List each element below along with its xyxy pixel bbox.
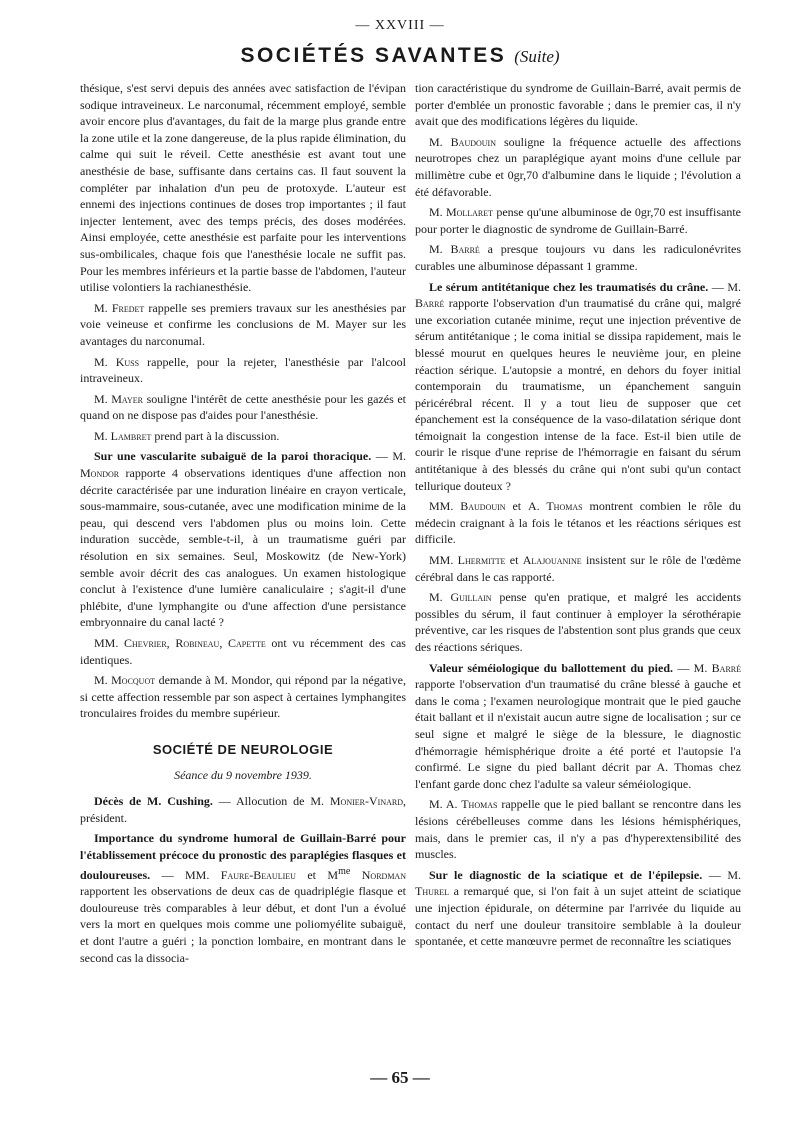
right-column: [415, 80, 741, 954]
text: pense qu'en pratique, et malgré les accidents possibles du sérum, il faut continuer à employer la sérothérapie préventive, car les risques de l'abstention sont plus grands que ceux des réactions sériques.: [415, 590, 741, 654]
speaker-name: Nordman: [350, 867, 406, 882]
paragraph: [415, 204, 741, 237]
paragraph-heading: Valeur séméiologique du ballottement du pied.: [429, 660, 673, 675]
speaker-name: MM. Chevrier, Robineau, Capette: [94, 636, 266, 650]
text: — MM.: [150, 867, 221, 882]
text: souligne la fréquence actuelle des affections neurotropes chez un paraplégique ayant moins d'une cellule par millimètre cube et 0gr,70 d'albumine dans le liquide ; l'évolution a été défavorable.: [415, 134, 741, 199]
speaker-name: M. Barré: [429, 242, 480, 257]
session-date: Séance du 9 novembre 1939.: [174, 767, 312, 782]
speaker-name: Mondor: [80, 466, 120, 481]
text: et: [505, 499, 529, 514]
text: a remarqué que, si l'on fait à un sujet atteint de sciatique une injection épidurale, on détermine par l'arrivée du liquide au contact du nerf une douleur transitoire semblable à la douleur spontanée, et cette manœuvre permet de reconnaître les sciatiques: [415, 884, 741, 949]
paragraph-heading: Sur le diagnostic de la sciatique et de l'épilepsie.: [429, 867, 703, 882]
speaker-name: Faure-Beaulieu: [220, 867, 296, 882]
paragraph: [415, 867, 741, 950]
paragraph-heading: Importance du syndrome humoral de Guillain-Barré pour l'établissement précoce du pronostic des paraplégies flasques et douloureuses.: [80, 831, 406, 882]
text: et: [505, 553, 523, 568]
text: rappelle ses premiers travaux sur les anesthésies par voie veineuse et confirme les conclusions de M. Mayer sur les avantages du narconumal.: [80, 300, 406, 348]
left-column: [80, 80, 406, 970]
paragraph: [80, 793, 406, 826]
text: a presque toujours vu dans les radiculonévrites curables une albuminose dépassant 1 gramme.: [415, 242, 741, 273]
text: ont vu récemment des cas identiques.: [80, 636, 406, 667]
paragraph-heading: Le sérum antitétanique chez les traumatisés du crâne.: [429, 279, 709, 294]
speaker-name: M. Mayer: [94, 391, 143, 406]
paragraph: [80, 635, 406, 668]
speaker-name: Barré: [711, 660, 741, 675]
speaker-name: Thurel: [415, 884, 449, 899]
paragraph: [415, 796, 741, 862]
text: demande à M. Mondor, qui répond par la négative, si cette affection ressemble par son aspect à certaines lymphangites tronculaires froides du membre supérieur.: [80, 673, 407, 721]
text: et M: [295, 867, 339, 882]
text: montrent combien le rôle du médecin craignant à la fois le tétanos et les réactions sériques est difficile.: [415, 499, 741, 547]
speaker-name: M. Mollaret: [429, 205, 494, 220]
text: rapportent les observations de deux cas de quadriplégie flasque et douloureuse très comparables à leur début, et dont l'un a évolué vers la mort en quelques mois comme une poliomyélite subaiguë, et dont l'autre a guéri ; la ponction lombaire, en montrant dans le second cas la dissocia-: [80, 884, 406, 965]
text: rappelle, pour la rejeter, l'anesthésie par l'alcool intraveineux.: [80, 354, 407, 386]
paragraph-heading: Décès de M. Cushing.: [94, 794, 213, 809]
paragraph: [80, 672, 406, 722]
title-suite: (Suite): [514, 47, 560, 66]
paragraph: [415, 498, 741, 548]
paragraph: [415, 589, 741, 655]
paragraph: [415, 552, 741, 585]
paragraph: [415, 80, 741, 130]
text: — M.: [673, 660, 712, 675]
paragraph: [80, 300, 406, 350]
text: thésique, s'est servi depuis des années avec satisfaction de l'évipan sodique intraveineux. Le narconumal, récemment employé, semble avoir encore plus d'avantages, du fait de la marge plus grande entre la zone utile et la zone dangereuse, de la plus rapide élimination, du calme qui suit le réveil. Cette anesthésie est avant tout une anesthésie de base, suffisante dans certains cas. Il faut souvent la compléter par inhalation d'un peu de protoxyde. L'auteur est ennemi des injections continues de doses trop importantes ; il faut injecter lentement, avec des temps précis, des doses modérées. Ainsi employée, cette anesthésie est parfaite pour les interventions sus-ombilicales, chaque fois que l'anesthésie locale ne suffit pas. Pour les membres inférieurs et la partie basse de l'abdomen, l'auteur utilise volontiers la rachianesthésie.: [80, 81, 406, 295]
paragraph: [80, 448, 406, 631]
page-roman-number: — XXVIII —: [355, 18, 445, 33]
text: — M.: [702, 867, 741, 882]
speaker-name: M. Kuss: [94, 354, 140, 369]
speaker-name: Barré: [415, 296, 445, 311]
speaker-name: MM. Baudouin: [429, 499, 506, 514]
paragraph: [415, 241, 741, 274]
speaker-name: MM. Lhermitte: [429, 553, 506, 568]
page-title: [0, 44, 800, 68]
speaker-name: M. Guillain: [429, 590, 492, 605]
paragraph: [415, 279, 741, 495]
text: rapporte 4 observations identiques d'une affection non décrite caractérisée par une induration linéaire en crayon verticale, sous-mammaire, sous-cutanée, avec une modification minime de la peau, qui descend vers l'abdomen plus ou moins loin. Cette induration succède, semble-t-il, à un traumatisme guéri par résolution en six semaines. Seul, Moskowitz (de New-York) semble avoir décrit des cas analogues. Un examen histologique conclut à l'existence d'une lumière canaliculaire ; s'agit-il d'une phlébite, d'une lymphangite ou d'une affection d'une persistance embryonnaire du canal lacté ?: [80, 466, 406, 630]
section-title: SOCIÉTÉ DE NEUROLOGIE: [152, 741, 334, 757]
text: prend part à la discussion.: [151, 428, 280, 443]
superscript: me: [338, 865, 351, 877]
speaker-name: M. Baudouin: [429, 134, 496, 149]
text: rapporte l'observation d'un traumatisé du crâne qui, malgré une excoriation cutanée minime, reçut une injection préventive de sérum antitétanique ; le coma initial se dissipa rapidement, mais le blessé mourut en quelques heures le neuvième jour, en pleine réaction sérique. L'autopsie a montré, en dehors du foyer initial contemporain du traumatisme, un épanchement sanguin péricérébral récent. Il y a tout lieu de supposer que cet épanchement est la conséquence de la vaso-dilatation sérique dont témoignait la congestion intense de la face. Est-il bien utile de courir le risque d'une reprise de l'hémorragie en faisant du sérum antitétanique à des blessés du crâne qui n'ont subi qu'un contact tellurique douteux ?: [415, 296, 741, 493]
title-main: SOCIÉTÉS SAVANTES: [240, 44, 507, 67]
speaker-name: M. Fredet: [94, 300, 145, 315]
text: insistent sur le rôle de l'œdème cérébral dans le cas rapporté.: [415, 553, 741, 584]
text: — M.: [708, 279, 742, 294]
speaker-name: M. A. Thomas: [429, 797, 498, 812]
paragraph: [80, 428, 406, 445]
page-number: — 65 —: [370, 1068, 430, 1087]
paragraph: [80, 354, 406, 387]
text: rappelle que le pied ballant se rencontre dans les lésions cérébelleuses comme dans les lésions hémisphériques, mais, dans le premier cas, il n'y a pas d'hyperextensibilité des muscles.: [415, 797, 741, 862]
speaker-name: Alajouanine: [522, 553, 582, 568]
text: , président.: [80, 794, 406, 825]
text: — M.: [371, 449, 407, 464]
text: souligne l'intérêt de cette anesthésie pour les gazés et quand on ne dispose pas d'aides pour l'anesthésie.: [80, 391, 407, 423]
paragraph: [80, 80, 406, 296]
text: pense qu'une albuminose de 0gr,70 est insuffisante pour porter le diagnostic de syndrome de Guillain-Barré.: [415, 205, 741, 236]
paragraph: [415, 134, 741, 200]
speaker-name: M. Lambret: [94, 428, 152, 443]
paragraph: [80, 391, 406, 424]
paragraph: [80, 830, 406, 966]
speaker-name: Monier-Vinard: [329, 794, 403, 809]
text: tion caractéristique du syndrome de Guillain-Barré, avait permis de porter d'emblée un pronostic favorable ; dans le premier cas, il n'y avait que des modifications légères du liquide.: [415, 81, 741, 129]
text: — Allocution de M.: [212, 794, 330, 809]
speaker-name: M. Mocquot: [94, 673, 156, 688]
text: rapporte l'observation d'un traumatisé du crâne blessé à gauche et dans le coma ; l'examen neurologique montrait que le pied gauche était ballant et il n'existait aucun autre signe de localisation ; sur ce seul signe et malgré le siège de la blessure, le diagnostic d'hémorragie hémisphérique droite a été porté et l'autopsie l'a confirmé. Le signe du pied ballant décrit par A. Thomas chez l'enfant garde donc chez l'adulte sa valeur séméiologique.: [415, 677, 741, 791]
paragraph-heading: Sur une vascularite subaiguë de la paroi thoracique.: [94, 449, 372, 464]
speaker-name: A. Thomas: [528, 499, 583, 514]
paragraph: [415, 660, 741, 793]
